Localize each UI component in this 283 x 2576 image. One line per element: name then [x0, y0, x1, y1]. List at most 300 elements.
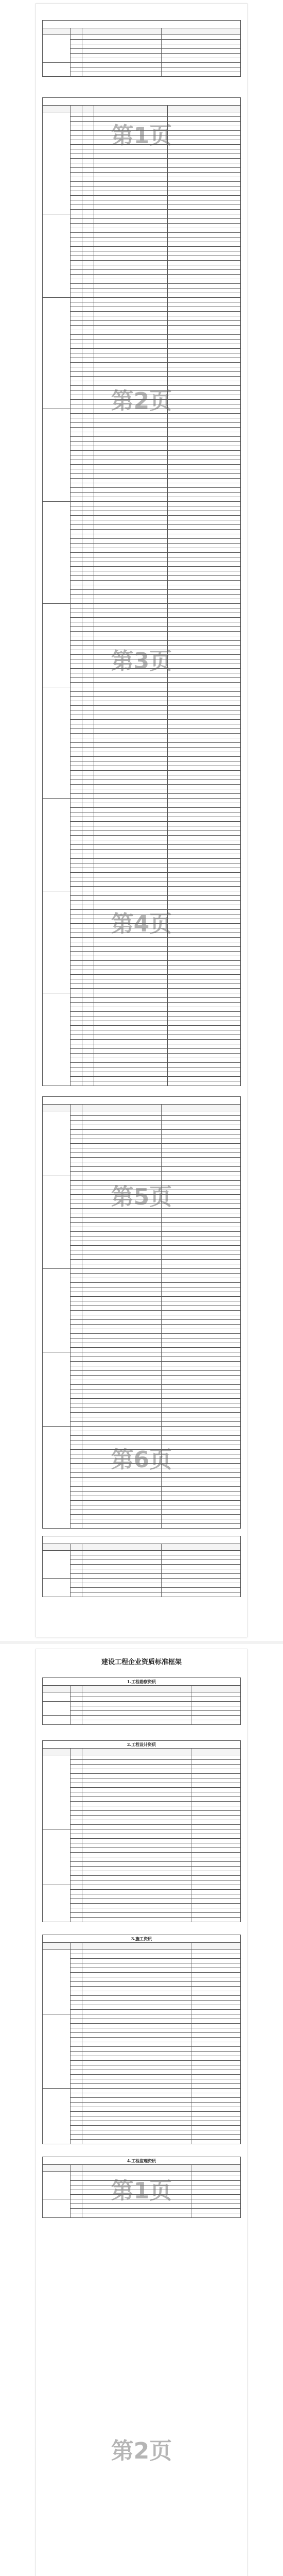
table-row [43, 1049, 241, 1054]
table-row [43, 1334, 241, 1338]
table-row [43, 1348, 241, 1352]
table-row [43, 1519, 241, 1524]
table-row [43, 1255, 241, 1260]
table-row [43, 1111, 241, 1116]
table-row [43, 1250, 241, 1255]
doc1-watermark-3: 第3页 [111, 648, 172, 674]
table-row [43, 2056, 241, 2061]
table-row [43, 511, 241, 516]
table-row [43, 850, 241, 854]
table-row [43, 2126, 241, 2130]
table-row [43, 557, 241, 562]
table-row [43, 1524, 241, 1529]
table-row [43, 2140, 241, 2144]
table-row [43, 386, 241, 391]
table-row [43, 1144, 241, 1148]
table-row [43, 896, 241, 901]
table-row [43, 1204, 241, 1209]
table-row [43, 1357, 241, 1362]
table-row [43, 1274, 241, 1278]
table-row [43, 1811, 241, 1816]
table-row [43, 1862, 241, 1867]
table-row [43, 1555, 241, 1560]
table-row [43, 1551, 241, 1555]
table-row [43, 1574, 241, 1579]
table-row [43, 1560, 241, 1565]
table-row [43, 571, 241, 576]
table-row [43, 1959, 241, 1963]
table-row [43, 757, 241, 761]
table-row [43, 1232, 241, 1236]
table-row [43, 1172, 241, 1176]
table-row [43, 873, 241, 877]
table-row [43, 1389, 241, 1394]
table-row [43, 2190, 241, 2195]
table-row [43, 2209, 241, 2213]
table-row [43, 200, 241, 205]
table-row [43, 1492, 241, 1496]
doc2-table-4 [42, 2164, 241, 2218]
table-row [43, 2116, 241, 2121]
table-row [43, 1592, 241, 1597]
table-row [43, 1473, 241, 1478]
table-row [43, 914, 241, 919]
table-row [43, 748, 241, 752]
table-row [43, 131, 241, 135]
table-row [43, 887, 241, 891]
table-row [43, 1692, 241, 1697]
table-row [43, 1016, 241, 1021]
table-row [43, 2014, 241, 2019]
table-row [43, 919, 241, 924]
table-row [43, 1218, 241, 1223]
document-2 [36, 1649, 247, 2576]
table-row [43, 177, 241, 182]
table-row [43, 1440, 241, 1445]
table-row [43, 1176, 241, 1181]
table-row [43, 312, 241, 316]
table-row [43, 840, 241, 845]
table-row [43, 2079, 241, 2084]
table-row [43, 1436, 241, 1440]
table-row [43, 423, 241, 428]
table-row [43, 214, 241, 219]
table-row [43, 1445, 241, 1450]
table-row [43, 1227, 241, 1232]
table-row [43, 497, 241, 502]
table-row [43, 488, 241, 493]
table-row [43, 1501, 241, 1505]
doc1-section-3 [42, 1096, 241, 1104]
table-row [43, 1918, 241, 1922]
table-row [43, 1343, 241, 1348]
table-row [43, 1996, 241, 2001]
table-row [43, 984, 241, 989]
table-row [43, 669, 241, 673]
table-row [43, 812, 241, 817]
table-row [43, 474, 241, 479]
table-row [43, 414, 241, 418]
table-row [43, 302, 241, 307]
table-row [43, 275, 241, 279]
table-row [43, 349, 241, 353]
table-row [43, 284, 241, 289]
table-row [43, 2181, 241, 2185]
table-row [43, 1236, 241, 1241]
table-row [43, 608, 241, 613]
table-row [43, 576, 241, 581]
table-row [43, 502, 241, 506]
table-row [43, 1908, 241, 1913]
table-row [43, 2001, 241, 2005]
table-row [43, 242, 241, 247]
table-row [43, 247, 241, 251]
table-row [43, 1422, 241, 1427]
table-row [43, 1394, 241, 1399]
table-row [43, 701, 241, 706]
table-row [43, 1003, 241, 1007]
table-row [43, 1702, 241, 1706]
table-row [43, 1816, 241, 1820]
table-row [43, 938, 241, 942]
table-row [43, 1287, 241, 1292]
table-row [43, 465, 241, 469]
table-row [43, 1077, 241, 1081]
table-row [43, 789, 241, 794]
table-row [43, 826, 241, 831]
table-row [43, 1067, 241, 1072]
table-row [43, 2005, 241, 2010]
table-row [43, 1899, 241, 1904]
doc2-table-3 [42, 1942, 241, 2144]
doc2-table-2 [42, 1748, 241, 1922]
doc2-table-1 [42, 1685, 241, 1725]
table-row [43, 2130, 241, 2135]
table-row [43, 910, 241, 914]
table-row [43, 1848, 241, 1853]
table-row [43, 659, 241, 664]
doc1-title [36, 9, 247, 17]
table-row [43, 771, 241, 775]
table-row [43, 1153, 241, 1158]
table-row [43, 1311, 241, 1315]
table-row [43, 780, 241, 785]
table-row [43, 340, 241, 344]
table-row [43, 1778, 241, 1783]
table-row [43, 632, 241, 636]
doc1-table-1 [42, 28, 241, 77]
table-row [43, 1181, 241, 1185]
document-separator [0, 1641, 283, 1644]
table-row [43, 1867, 241, 1871]
table-row [43, 2093, 241, 2098]
table-row [43, 321, 241, 326]
table-row [43, 2084, 241, 2089]
table-row [43, 1487, 241, 1492]
table-row [43, 2061, 241, 2065]
table-row [43, 1697, 241, 1702]
table-row [43, 205, 241, 210]
table-row [43, 673, 241, 678]
table-row [43, 544, 241, 548]
table-row [43, 1894, 241, 1899]
table-row [43, 817, 241, 822]
table-row [43, 1843, 241, 1848]
table-row [43, 1260, 241, 1264]
table-row [43, 1040, 241, 1044]
table-row [43, 743, 241, 748]
table-row [43, 1839, 241, 1843]
table-row [43, 808, 241, 812]
table-row [43, 2075, 241, 2079]
table-row [43, 1982, 241, 1987]
table-row [43, 590, 241, 595]
table-row [43, 1058, 241, 1063]
table-row [43, 1376, 241, 1380]
table-row [43, 1072, 241, 1077]
table-row [43, 1829, 241, 1834]
table-row [43, 1769, 241, 1774]
table-row [43, 1269, 241, 1274]
table-row [43, 854, 241, 859]
table-row [43, 1792, 241, 1797]
table-row [43, 1167, 241, 1172]
table-row [43, 270, 241, 275]
table-row [43, 1802, 241, 1806]
table-row [43, 1278, 241, 1283]
table-row [43, 738, 241, 743]
table-row [43, 1977, 241, 1982]
table-row [43, 924, 241, 928]
table-row [43, 1125, 241, 1130]
table-row [43, 372, 241, 377]
table-row [43, 168, 241, 173]
table-row [43, 1241, 241, 1246]
table-row [43, 1569, 241, 1574]
doc1-watermark-2: 第2页 [111, 388, 172, 414]
table-row [43, 1130, 241, 1134]
table-row [43, 1565, 241, 1569]
table-row [43, 655, 241, 659]
table-row [43, 1797, 241, 1802]
table-row [43, 975, 241, 979]
table-row [43, 1213, 241, 1218]
table-row [43, 567, 241, 571]
table-row [43, 678, 241, 683]
doc2-section-2: 2.工程设计资质 [42, 1740, 241, 1748]
table-row [43, 724, 241, 729]
table-row [43, 126, 241, 131]
table-row [43, 710, 241, 715]
table-row [43, 933, 241, 938]
table-row [43, 613, 241, 618]
table-row [43, 1991, 241, 1996]
table-row [43, 989, 241, 993]
table-row [43, 1315, 241, 1320]
table-row [43, 595, 241, 599]
table-row [43, 145, 241, 149]
table-row [43, 664, 241, 669]
table-row [43, 1385, 241, 1389]
table-row [43, 1834, 241, 1839]
table-row [43, 316, 241, 321]
table-row [43, 1579, 241, 1583]
table-row [43, 1399, 241, 1403]
table-row [43, 928, 241, 933]
table-row [43, 1853, 241, 1857]
table-row [43, 859, 241, 863]
table-row [43, 1134, 241, 1139]
table-row [43, 775, 241, 780]
table-row [43, 1783, 241, 1788]
table-row [43, 455, 241, 460]
table-row [43, 1496, 241, 1501]
table-row [43, 493, 241, 497]
table-row [43, 2010, 241, 2014]
table-row [43, 400, 241, 404]
table-row [43, 1890, 241, 1894]
table-row [43, 1195, 241, 1199]
table-row [43, 219, 241, 224]
table-row [43, 344, 241, 349]
table-row [43, 1774, 241, 1778]
table-row [43, 636, 241, 641]
table-row [43, 1081, 241, 1086]
table-row [43, 353, 241, 358]
table-row [43, 112, 241, 117]
table-row [43, 1963, 241, 1968]
table-row [43, 882, 241, 887]
table-row [43, 367, 241, 372]
table-row [43, 641, 241, 646]
table-row [43, 1711, 241, 1716]
table-row [43, 785, 241, 789]
doc1-section-4 [42, 1536, 241, 1544]
table-row [43, 2172, 241, 2176]
table-row [43, 1325, 241, 1329]
table-row [43, 1417, 241, 1422]
table-row [43, 307, 241, 312]
table-row [43, 2024, 241, 2028]
table-row [43, 196, 241, 200]
table-row [43, 530, 241, 534]
table-row [43, 687, 241, 692]
table-row [43, 1806, 241, 1811]
table-row [43, 1408, 241, 1413]
table-row [43, 534, 241, 539]
table-row [43, 942, 241, 947]
table-row [43, 409, 241, 414]
table-row [43, 618, 241, 622]
table-row [43, 140, 241, 145]
table-row [43, 1588, 241, 1592]
table-row [43, 1973, 241, 1977]
doc1-watermark-5: 第5页 [111, 1184, 172, 1210]
table-row [43, 803, 241, 808]
table-row [43, 326, 241, 330]
table-row [43, 2135, 241, 2140]
doc2-section-4: 4.工程监理资质 [42, 2157, 241, 2164]
table-row [43, 1301, 241, 1306]
table-row [43, 1515, 241, 1519]
table-row [43, 293, 241, 298]
table-row [43, 149, 241, 154]
table-row [43, 1190, 241, 1195]
table-row [43, 1755, 241, 1760]
table-row [43, 1297, 241, 1301]
table-row [43, 460, 241, 465]
table-row [43, 451, 241, 455]
table-row [43, 391, 241, 395]
table-row [43, 1788, 241, 1792]
table-row [43, 1505, 241, 1510]
table-row [43, 683, 241, 687]
table-row [43, 1454, 241, 1459]
doc1-table-2 [42, 105, 241, 1086]
table-row [43, 182, 241, 187]
table-row [43, 720, 241, 724]
table-row [43, 191, 241, 196]
table-row [43, 2195, 241, 2199]
table-row [43, 377, 241, 381]
table-row [43, 117, 241, 122]
document-1 [36, 3, 247, 1637]
table-row [43, 877, 241, 882]
table-row [43, 646, 241, 650]
table-row [43, 122, 241, 126]
table-row [43, 525, 241, 530]
table-row [43, 901, 241, 905]
table-row [43, 159, 241, 163]
doc1-section-2 [42, 97, 241, 105]
table-row [43, 1413, 241, 1417]
table-row [43, 135, 241, 140]
table-row [43, 622, 241, 627]
table-row [43, 520, 241, 525]
table-row [43, 1054, 241, 1058]
table-row [43, 228, 241, 233]
table-row [43, 1362, 241, 1366]
doc2-watermark-2: 第2页 [111, 2438, 172, 2464]
table-row [43, 2098, 241, 2103]
table-row [43, 1352, 241, 1357]
table-row [43, 1264, 241, 1269]
table-row [43, 715, 241, 720]
table-row [43, 1720, 241, 1725]
table-row [43, 1199, 241, 1204]
table-row [43, 1012, 241, 1016]
table-row [43, 752, 241, 757]
table-row [43, 2103, 241, 2107]
table-row [43, 2112, 241, 2116]
table-row [43, 1464, 241, 1468]
table-row [43, 761, 241, 766]
table-row [43, 1450, 241, 1454]
table-row [43, 831, 241, 836]
table-row [43, 483, 241, 488]
table-row [43, 1292, 241, 1297]
doc2-subtitle [36, 1668, 247, 1674]
table-row [43, 2070, 241, 2075]
table-row [43, 905, 241, 910]
doc2-section-1: 1.工程勘察资质 [42, 1677, 241, 1685]
table-row [43, 1825, 241, 1829]
table-row [43, 965, 241, 970]
table-row [43, 706, 241, 710]
table-row [43, 469, 241, 474]
table-row [43, 265, 241, 270]
table-row [43, 562, 241, 567]
